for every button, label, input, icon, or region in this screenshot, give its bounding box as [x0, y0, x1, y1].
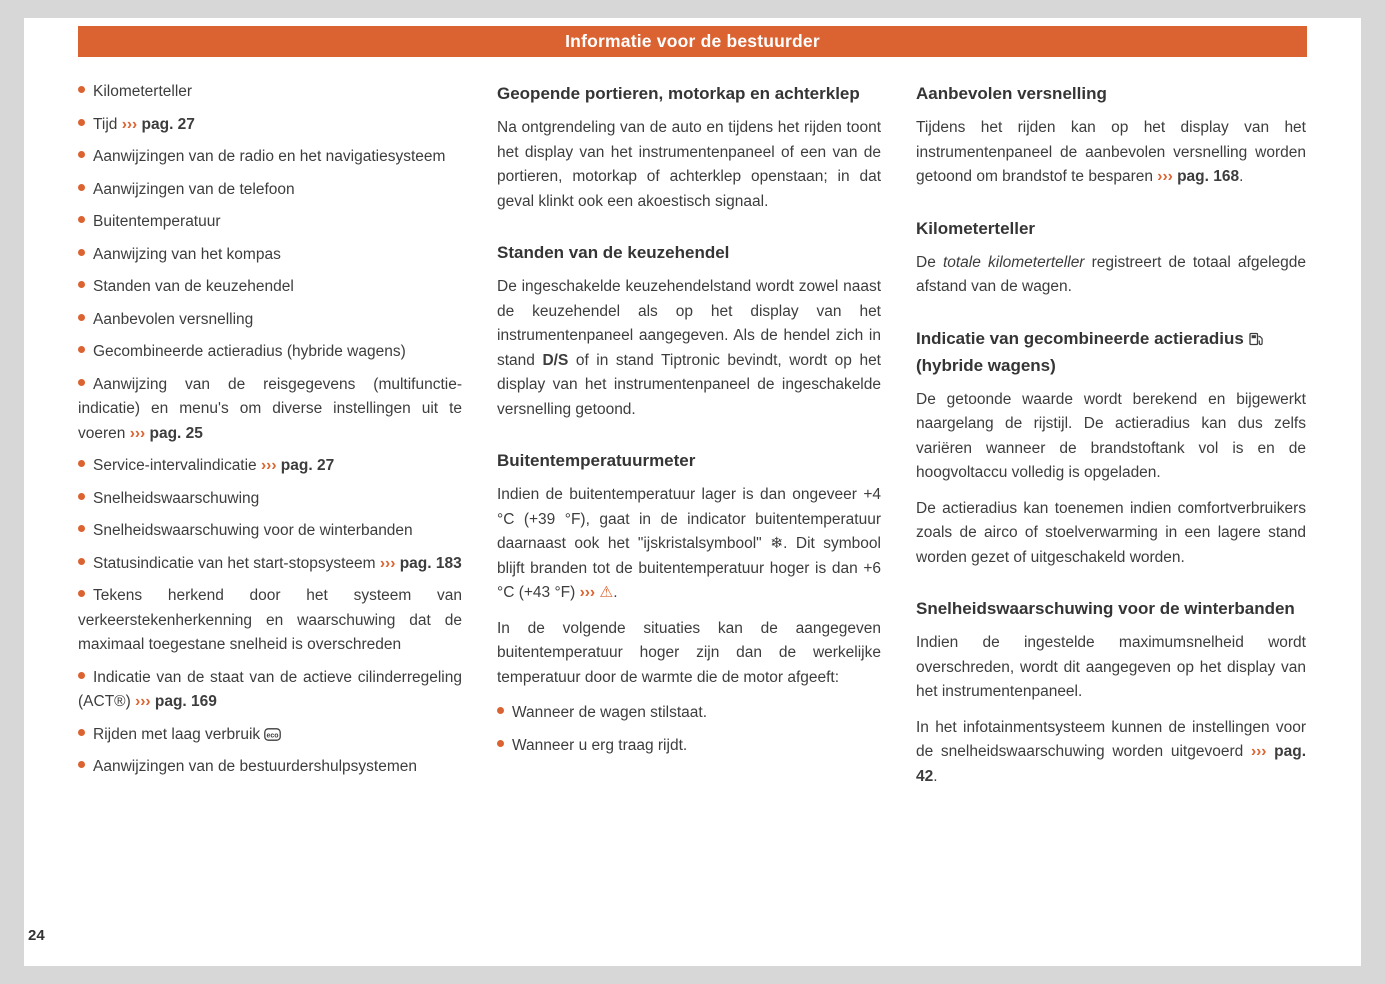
page-reference: pag. 25: [149, 424, 203, 442]
page-reference: pag. 168: [1177, 168, 1240, 185]
list-item: [78, 145, 462, 170]
snowflake-icon: ❄: [770, 535, 784, 552]
section-heading: [916, 80, 1306, 107]
text-run: In de volgende situaties kan de aangegeven buitentemperatuur hoger zijn dan de werkelijke temperatuur door de warmte die de motor afgeeft:: [497, 619, 881, 686]
text-run: Aanbevolen versnelling: [916, 84, 1107, 103]
bullet-icon: [78, 590, 85, 597]
list-item: [78, 308, 462, 333]
text-run: De ingeschakelde keuzehendelstand wordt zowel naast de keuzehendel als op het display van het instrumentenpaneel aangegeven. Als de hendel zich in stand: [497, 278, 881, 369]
cross-ref-arrows: ›››: [129, 424, 150, 442]
bullet-icon: [78, 761, 85, 768]
paragraph: [497, 275, 881, 422]
text-run: Geopende portieren, motorkap en achterklep: [497, 84, 860, 103]
page-header-title: Informatie voor de bestuurder: [565, 31, 820, 51]
text-run: Wanneer u erg traag rijdt.: [512, 736, 688, 754]
page-number: 24: [28, 927, 45, 944]
list-item: [78, 113, 462, 138]
bullet-icon: [78, 379, 85, 386]
warning-triangle-icon: ⚠: [599, 584, 614, 601]
bullet-icon: [78, 460, 85, 467]
text-run: .: [933, 767, 938, 785]
bullet-icon: [78, 281, 85, 288]
text-run: Tijdens het rijden kan op het display van het instrumentenpaneel de aanbevolen versnelling worden getoond om brandstof te besparen: [916, 119, 1306, 185]
section-heading: [497, 447, 881, 474]
page-reference: pag. 27: [280, 457, 335, 474]
text-run: Standen van de keuzehendel: [93, 278, 294, 295]
text-run: In het infotainmentsysteem kunnen de instellingen voor de snelheidswaarschuwing worden uitgevoerd: [916, 718, 1306, 760]
bullet-icon: [78, 314, 85, 321]
text-run: Na ontgrendeling van de auto en tijdens het rijden toont het display van het instrumentenpaneel of een van de portieren, motorkap of achterklep openstaan; in dat geval klinkt ook een akoestisch signaal.: [497, 119, 881, 210]
page-reference: pag. 183: [399, 554, 462, 572]
right-column: [916, 80, 1306, 800]
bullet-icon: [497, 707, 504, 714]
middle-column: [497, 80, 881, 766]
bullet-icon: [78, 558, 85, 565]
bullet-icon: [78, 249, 85, 256]
bullet-icon: [78, 151, 85, 158]
text-run: De: [916, 253, 943, 271]
list-item: [78, 210, 462, 235]
cross-ref-arrows: ›››: [579, 584, 600, 601]
list-item: [78, 178, 462, 203]
page-reference: pag. 169: [154, 693, 217, 710]
text-run: Aanwijzingen van de telefoon: [93, 180, 295, 198]
bullet-icon: [78, 672, 85, 679]
list-item: [78, 487, 462, 512]
paragraph: [497, 617, 881, 691]
text-run: Snelheidswaarschuwing voor de winterbanden: [916, 599, 1295, 618]
eco-icon: [264, 728, 281, 741]
text-run: Aanwijzingen van de bestuurdershulpsystemen: [93, 758, 417, 775]
list-item: [78, 340, 462, 365]
list-item: [78, 373, 462, 447]
cross-ref-arrows: ›››: [379, 554, 400, 572]
text-run: De actieradius kan toenemen indien comfortverbruikers zoals de airco of stoelverwarming in een lagere stand worden gezet of uitgeschakeld worden.: [916, 499, 1306, 566]
paragraph: [916, 497, 1306, 571]
text-run: Indicatie van gecombineerde actieradius: [916, 328, 1249, 348]
text-run: Indicatie van de staat van de actieve cilinderregeling (ACT®): [78, 668, 462, 710]
text-run: Tijd: [93, 115, 122, 133]
list-item: [78, 275, 462, 300]
text-run: Aanwijzingen van de radio en het navigatiesysteem: [93, 148, 446, 165]
paragraph: [916, 116, 1306, 190]
bullet-icon: [78, 184, 85, 191]
list-item: [78, 666, 462, 715]
paragraph: [916, 716, 1306, 790]
text-run: Wanneer de wagen stilstaat.: [512, 704, 708, 721]
paragraph: [497, 483, 881, 606]
list-item: [78, 243, 462, 268]
bullet-icon: [78, 729, 85, 736]
section-heading: [497, 239, 881, 266]
list-item: [78, 454, 462, 479]
paragraph: [497, 116, 881, 214]
section-heading: [916, 215, 1306, 242]
text-run: Aanbevolen versnelling: [93, 310, 254, 328]
section-heading: [916, 595, 1306, 622]
bold-text: D/S: [542, 351, 569, 369]
cross-ref-arrows: ›››: [1157, 168, 1178, 185]
cross-ref-arrows: ›››: [135, 693, 155, 710]
list-item: [78, 584, 462, 658]
text-run: De getoonde waarde wordt berekend en bijgewerkt naargelang de rijstijl. De actieradius kan dus zelfs variëren wanneer de brandstoftank vol is en de hoogvoltaccu volledig is opgeladen.: [916, 390, 1306, 481]
section-heading: [916, 325, 1306, 379]
paragraph: [916, 631, 1306, 705]
text-run: Kilometerteller: [93, 83, 193, 100]
text-run: . Dit symbool blijft branden tot de buitentemperatuur hoger is dan +6 °C (+43 °F): [497, 535, 881, 601]
text-run: Standen van de keuzehendel: [497, 243, 730, 262]
list-item: [78, 80, 462, 105]
list-item: [497, 701, 881, 726]
bullet-icon: [78, 525, 85, 532]
bullet-icon: [78, 119, 85, 126]
list-item: [78, 552, 462, 577]
text-run: Indien de buitentemperatuur lager is dan ongeveer +4 °C (+39 °F), gaat in de indicator buitentemperatuur daarnaast ook het "ijskristalsymbool": [497, 486, 881, 552]
text-run: Snelheidswaarschuwing: [93, 489, 260, 507]
text-run: Snelheidswaarschuwing voor de winterbanden: [93, 522, 413, 539]
list-item: [78, 723, 462, 748]
text-run: Buitentemperatuurmeter: [497, 451, 696, 470]
text-run: of in stand Tiptronic bevindt, wordt op het display van het instrumentenpaneel de ingeschakelde versnelling getoond.: [497, 351, 881, 418]
text-run: Tekens herkend door het systeem van verkeerstekenherkenning en waarschuwing dat de maximaal toegestane snelheid is overschreden: [78, 587, 462, 653]
manual-page: [24, 18, 1361, 966]
bullet-icon: [497, 740, 504, 747]
text-run: (hybride wagens): [916, 355, 1056, 375]
cross-ref-arrows: ›››: [121, 115, 142, 133]
text-run: Kilometerteller: [916, 218, 1036, 238]
bullet-icon: [78, 346, 85, 353]
text-run: Indien de ingestelde maximumsnelheid wordt overschreden, wordt dit aangegeven op het display van het instrumentenpaneel.: [916, 634, 1306, 700]
text-run: Aanwijzing van de reisgegevens (multifunctie-indicatie) en menu's om diverse instellingen uit te voeren: [78, 375, 462, 442]
text-run: .: [613, 584, 618, 601]
text-run: Service-intervalindicatie: [93, 457, 261, 474]
hybrid-range-icon: [1249, 332, 1264, 346]
page-reference: pag. 42: [916, 743, 1307, 785]
page-header-bar: [78, 26, 1307, 57]
paragraph: [916, 388, 1306, 486]
page-reference: pag. 27: [141, 115, 195, 133]
italic-text: totale kilometerteller: [942, 253, 1085, 271]
section-heading: [497, 80, 881, 107]
text-run: Rijden met laag verbruik: [93, 725, 265, 743]
bullet-icon: [78, 86, 85, 93]
text-run: registreert de totaal afgelegde afstand van de wagen.: [916, 253, 1307, 295]
list-item: [78, 519, 462, 544]
left-column: [78, 80, 462, 788]
text-run: Statusindicatie van het start-stopsysteem: [93, 554, 380, 572]
list-item: [78, 755, 462, 780]
list-item: [497, 734, 881, 759]
bullet-icon: [78, 216, 85, 223]
text-run: Gecombineerde actieradius (hybride wagens): [93, 343, 406, 360]
paragraph: [916, 251, 1306, 300]
text-run: Buitentemperatuur: [93, 213, 221, 230]
bullet-icon: [78, 493, 85, 500]
svg-text:eco: eco: [266, 731, 279, 739]
text-run: Aanwijzing van het kompas: [93, 245, 281, 263]
cross-ref-arrows: ›››: [261, 457, 281, 474]
text-run: .: [1239, 168, 1244, 185]
cross-ref-arrows: ›››: [1250, 743, 1275, 760]
